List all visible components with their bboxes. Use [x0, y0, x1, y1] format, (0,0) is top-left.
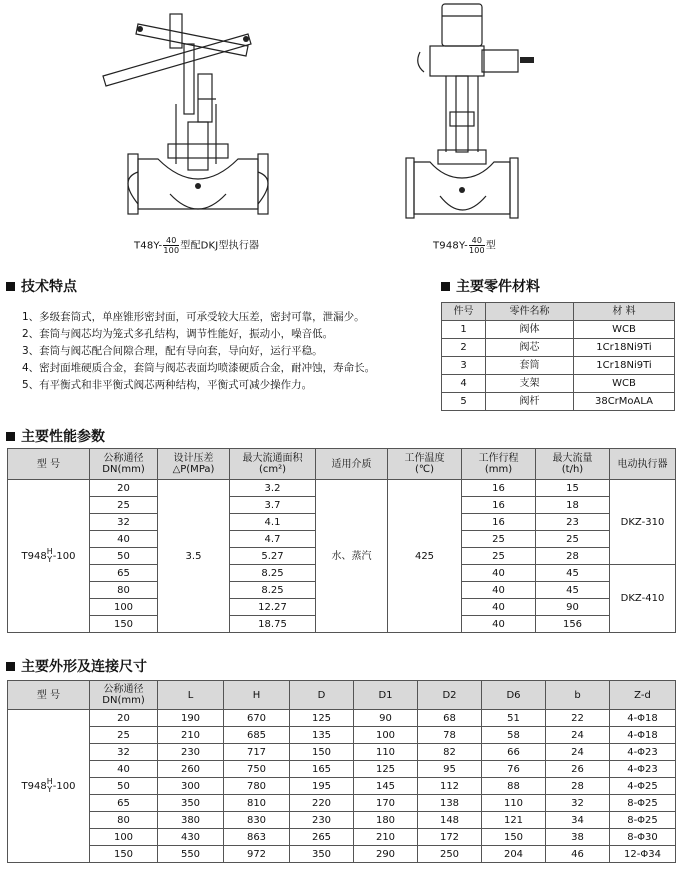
table-cell: 230 [290, 812, 354, 829]
table-cell: 28 [546, 778, 610, 795]
col-header: D6 [482, 681, 546, 710]
table-cell: 40 [462, 616, 536, 633]
bullet-square-icon [6, 662, 15, 671]
table-cell: 156 [536, 616, 610, 633]
table-cell: 100 [354, 727, 418, 744]
table-cell: 28 [536, 548, 610, 565]
table-row: 5 阀杆 38CrMoALA [442, 393, 675, 411]
table-cell: 100 [90, 599, 158, 616]
table-cell: 8-Φ25 [610, 812, 676, 829]
table-cell: 65 [90, 795, 158, 812]
table-cell: 4-Φ23 [610, 761, 676, 778]
table-cell: 16 [462, 514, 536, 531]
table-cell: 110 [354, 744, 418, 761]
feature-item: 2、套筒与阀芯均为笼式多孔结构，调节性能好，振动小，噪音低。 [22, 328, 334, 340]
table-cell: 18 [536, 497, 610, 514]
table-cell: 40 [90, 531, 158, 548]
col-header-actuator: 电动执行器 [610, 449, 676, 480]
table-row [8, 846, 676, 863]
col-header: L [158, 681, 224, 710]
table-cell: 172 [418, 829, 482, 846]
table-cell: 90 [354, 710, 418, 727]
table-cell: 12-Φ34 [610, 846, 676, 863]
table-cell: 12.27 [230, 599, 316, 616]
col-header: b [546, 681, 610, 710]
table-cell: 430 [158, 829, 224, 846]
table-cell: 110 [482, 795, 546, 812]
table-cell: 16 [462, 497, 536, 514]
col-header: D2 [418, 681, 482, 710]
table-cell: 685 [224, 727, 290, 744]
col-header-temp: 工作温度 (℃) [388, 449, 462, 480]
table-cell: 58 [482, 727, 546, 744]
valve-with-dkj-actuator-drawing [98, 4, 298, 230]
table-cell: 4.7 [230, 531, 316, 548]
table-cell: 8-Φ25 [610, 795, 676, 812]
parts-materials-table [441, 302, 675, 411]
bullet-square-icon [441, 282, 450, 291]
table-cell: 78 [418, 727, 482, 744]
table-cell: 210 [354, 829, 418, 846]
table-cell: 88 [482, 778, 546, 795]
table-cell: 95 [418, 761, 482, 778]
table-cell: 68 [418, 710, 482, 727]
col-header: 公称通径 DN(mm) [90, 681, 158, 710]
table-cell: 18.75 [230, 616, 316, 633]
table-cell: 195 [290, 778, 354, 795]
table-cell: 45 [536, 582, 610, 599]
table-row [8, 778, 676, 795]
table-cell: 300 [158, 778, 224, 795]
valve-with-electric-actuator-drawing [400, 2, 540, 230]
col-header-model: 型 号 [8, 449, 90, 480]
temp-cell: 425 [388, 480, 462, 633]
col-header-area: 最大流通面积 (cm²) [230, 449, 316, 480]
dimensions-table [7, 680, 676, 863]
table-cell: 550 [158, 846, 224, 863]
table-cell: 4-Φ25 [610, 778, 676, 795]
table-cell: 148 [418, 812, 482, 829]
table-cell: 145 [354, 778, 418, 795]
table-cell: 135 [290, 727, 354, 744]
table-cell: 8.25 [230, 582, 316, 599]
feature-item: 5、有平衡式和非平衡式阀芯两种结构，平衡式可减少操作力。 [22, 379, 313, 391]
col-header: 零件名称 [486, 303, 574, 321]
table-cell: 150 [90, 616, 158, 633]
feature-item: 3、套筒与阀芯配合间隙合理，配有导向套，导向好，运行平稳。 [22, 345, 323, 357]
performance-table [7, 448, 676, 633]
actuator-cell: DKZ-310 [610, 480, 676, 565]
table-cell: 830 [224, 812, 290, 829]
table-cell: 76 [482, 761, 546, 778]
left-figure-caption: T48Y- $\frac{40}{100}$ 型配DKJ型执行器 [134, 236, 260, 255]
table-row [8, 761, 676, 778]
table-cell: 25 [462, 531, 536, 548]
col-header: 型 号 [8, 681, 90, 710]
table-cell: 290 [354, 846, 418, 863]
table-cell: 34 [546, 812, 610, 829]
table-cell: 350 [290, 846, 354, 863]
parts-heading: 主要零件材料 [441, 276, 540, 296]
col-header-flow: 最大流量 (t/h) [536, 449, 610, 480]
table-row [8, 829, 676, 846]
table-cell: 350 [158, 795, 224, 812]
table-cell: 220 [290, 795, 354, 812]
table-cell: 265 [290, 829, 354, 846]
table-cell: 138 [418, 795, 482, 812]
table-cell: 3.7 [230, 497, 316, 514]
table-cell: 250 [418, 846, 482, 863]
table-row: 3 套筒 1Cr18Ni9Ti [442, 357, 675, 375]
col-header-stroke: 工作行程 (mm) [462, 449, 536, 480]
table-cell: 22 [546, 710, 610, 727]
table-cell: 190 [158, 710, 224, 727]
table-row: 2 阀芯 1Cr18Ni9Ti [442, 339, 675, 357]
table-cell: 4-Φ23 [610, 744, 676, 761]
table-cell: 260 [158, 761, 224, 778]
col-header-pressure: 设计压差 △P(MPa) [158, 449, 230, 480]
table-cell: 80 [90, 812, 158, 829]
col-header: 件号 [442, 303, 486, 321]
table-cell: 380 [158, 812, 224, 829]
table-cell: 100 [90, 829, 158, 846]
table-cell: 165 [290, 761, 354, 778]
table-cell: 150 [482, 829, 546, 846]
col-header: D1 [354, 681, 418, 710]
table-row: 1 阀体 WCB [442, 321, 675, 339]
table-cell: 210 [158, 727, 224, 744]
table-cell: 51 [482, 710, 546, 727]
table-cell: 4-Φ18 [610, 710, 676, 727]
table-cell: 125 [290, 710, 354, 727]
table-cell: 32 [546, 795, 610, 812]
table-cell: 25 [90, 497, 158, 514]
table-cell: 8.25 [230, 565, 316, 582]
table-cell: 4-Φ18 [610, 727, 676, 744]
table-cell: 810 [224, 795, 290, 812]
model-cell: T948 H Y -100 [8, 480, 90, 633]
table-cell: 112 [418, 778, 482, 795]
features-heading: 技术特点 [6, 276, 77, 296]
table-cell: 40 [462, 599, 536, 616]
col-header: H [224, 681, 290, 710]
dimensions-heading: 主要外形及连接尺寸 [6, 656, 147, 676]
col-header-dn: 公称通径 DN(mm) [90, 449, 158, 480]
table-cell: 90 [536, 599, 610, 616]
pressure-cell: 3.5 [158, 480, 230, 633]
table-cell: 972 [224, 846, 290, 863]
right-figure-caption: T948Y- $\frac{40}{100}$ 型 [433, 236, 497, 255]
table-cell: 25 [536, 531, 610, 548]
table-row [8, 727, 676, 744]
table-cell: 32 [90, 744, 158, 761]
table-cell: 5.27 [230, 548, 316, 565]
table-row [8, 812, 676, 829]
table-cell: 40 [90, 761, 158, 778]
table-cell: 170 [354, 795, 418, 812]
table-cell: 717 [224, 744, 290, 761]
table-cell: 8-Φ30 [610, 829, 676, 846]
features-list [22, 309, 375, 394]
table-cell: 4.1 [230, 514, 316, 531]
table-cell: 150 [90, 846, 158, 863]
table-cell: 82 [418, 744, 482, 761]
table-cell: 46 [546, 846, 610, 863]
table-row [8, 710, 676, 727]
table-cell: 180 [354, 812, 418, 829]
col-header-medium: 适用介质 [316, 449, 388, 480]
table-cell: 24 [546, 744, 610, 761]
table-cell: 863 [224, 829, 290, 846]
table-cell: 121 [482, 812, 546, 829]
table-row: 4 支架 WCB [442, 375, 675, 393]
table-cell: 40 [462, 565, 536, 582]
table-row [8, 795, 676, 812]
table-cell: 45 [536, 565, 610, 582]
table-cell: 50 [90, 548, 158, 565]
table-cell: 780 [224, 778, 290, 795]
table-cell: 38 [546, 829, 610, 846]
table-cell: 750 [224, 761, 290, 778]
table-cell: 670 [224, 710, 290, 727]
table-cell: 32 [90, 514, 158, 531]
col-header: 材 料 [574, 303, 675, 321]
bullet-square-icon [6, 282, 15, 291]
medium-cell: 水、蒸汽 [316, 480, 388, 633]
table-cell: 65 [90, 565, 158, 582]
table-cell: 150 [290, 744, 354, 761]
model-cell: T948 H Y -100 [8, 710, 90, 863]
table-row: T948 H Y -100 20 3.5 3.2 水、蒸汽 425 16 15 DKZ-310 [8, 480, 676, 497]
table-cell: 230 [158, 744, 224, 761]
col-header: Z-d [610, 681, 676, 710]
table-cell: 50 [90, 778, 158, 795]
table-cell: 23 [536, 514, 610, 531]
table-cell: 26 [546, 761, 610, 778]
table-cell: 40 [462, 582, 536, 599]
table-cell: 204 [482, 846, 546, 863]
table-cell: 80 [90, 582, 158, 599]
table-row [8, 744, 676, 761]
col-header: D [290, 681, 354, 710]
table-cell: 20 [90, 710, 158, 727]
performance-heading: 主要性能参数 [6, 426, 105, 446]
table-cell: 25 [462, 548, 536, 565]
table-cell: 125 [354, 761, 418, 778]
table-cell: 24 [546, 727, 610, 744]
table-cell: 66 [482, 744, 546, 761]
actuator-cell: DKZ-410 [610, 565, 676, 633]
feature-item: 4、密封面堆硬质合金，套筒与阀芯表面均喷漆硬质合金，耐冲蚀，寿命长。 [22, 362, 376, 374]
feature-item: 1、多级套筒式，单座锥形密封面，可承受较大压差，密封可靠，泄漏少。 [22, 311, 365, 323]
bullet-square-icon [6, 432, 15, 441]
table-cell: 25 [90, 727, 158, 744]
